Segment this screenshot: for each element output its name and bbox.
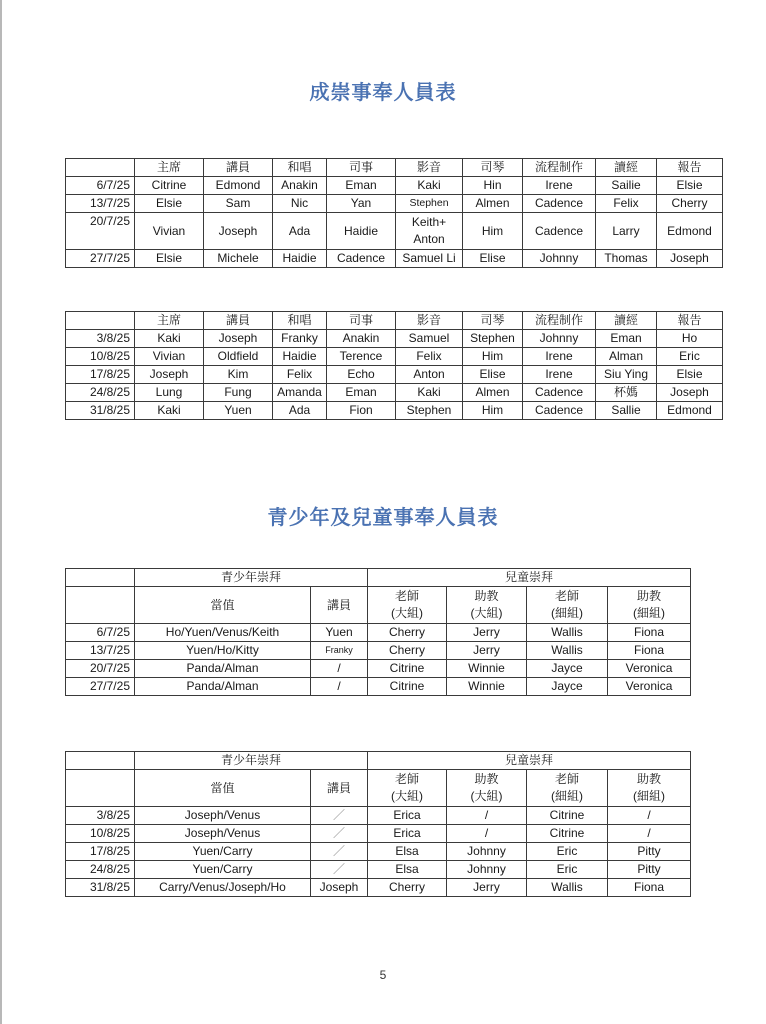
cell: ／	[311, 861, 368, 879]
cell: Wallis	[527, 624, 608, 642]
row-date: 13/7/25	[66, 195, 135, 213]
table-row	[66, 402, 723, 420]
cell: Amanda	[273, 384, 327, 402]
header-av: 影音	[396, 159, 463, 177]
header-speaker: 講員	[204, 312, 273, 330]
header-program: 流程制作	[523, 312, 596, 330]
cell: Johnny	[447, 861, 527, 879]
cell: Jerry	[447, 642, 527, 660]
cell: Cherry	[657, 195, 723, 213]
table-row	[66, 177, 723, 195]
cell: Ada	[273, 402, 327, 420]
cell: Elsa	[368, 861, 447, 879]
header-pianist: 司琴	[463, 159, 523, 177]
cell: Erica	[368, 807, 447, 825]
cell: Oldfield	[204, 348, 273, 366]
table-row	[66, 250, 723, 268]
cell: Yan	[327, 195, 396, 213]
cell: Felix	[273, 366, 327, 384]
adult-roster-title: 成崇事奉人員表	[309, 80, 457, 104]
adult-july-table	[65, 158, 723, 268]
cell: Stephen	[463, 330, 523, 348]
cell: Lung	[135, 384, 204, 402]
cell: Hin	[463, 177, 523, 195]
header-speaker: 講員	[204, 159, 273, 177]
cell: Pitty	[608, 843, 691, 861]
header-speaker: 講員	[311, 587, 368, 624]
cell: Haidie	[327, 213, 396, 250]
cell: Eman	[596, 330, 657, 348]
group-children-header: 兒童崇拜	[368, 752, 691, 770]
cell: Fiona	[608, 642, 691, 660]
row-date: 13/7/25	[66, 642, 135, 660]
cell: Echo	[327, 366, 396, 384]
cell: Fion	[327, 402, 396, 420]
cell: /	[608, 807, 691, 825]
header-pianist: 司琴	[463, 312, 523, 330]
cell: Yuen/Carry	[135, 861, 311, 879]
youth-july-table	[65, 568, 691, 696]
youth-august-table	[65, 751, 691, 897]
row-date: 27/7/25	[66, 250, 135, 268]
header-reading: 讀經	[596, 159, 657, 177]
cell: Joseph	[135, 366, 204, 384]
cell: Sam	[204, 195, 273, 213]
cell: Kim	[204, 366, 273, 384]
cell: Joseph/Venus	[135, 807, 311, 825]
cell: Kaki	[396, 177, 463, 195]
cell: Wallis	[527, 879, 608, 897]
cell: Irene	[523, 366, 596, 384]
header-duty: 當值	[135, 770, 311, 807]
header-teacher-big: 老師 (大組)	[368, 587, 447, 624]
cell: Jayce	[527, 660, 608, 678]
cell: Fung	[204, 384, 273, 402]
cell: Citrine	[527, 807, 608, 825]
cell: Citrine	[368, 678, 447, 696]
table-row	[66, 330, 723, 348]
header-assistant-small: 助教 (細組)	[608, 770, 691, 807]
header-announce: 報告	[657, 312, 723, 330]
cell: Larry	[596, 213, 657, 250]
cell: Citrine	[527, 825, 608, 843]
corner-cell	[66, 312, 135, 330]
cell: Eric	[527, 843, 608, 861]
cell: Anakin	[273, 177, 327, 195]
cell: /	[311, 678, 368, 696]
cell: Elsie	[657, 366, 723, 384]
header-usher: 司事	[327, 159, 396, 177]
corner-cell	[66, 770, 135, 807]
cell: Irene	[523, 177, 596, 195]
cell: Him	[463, 402, 523, 420]
table-row	[66, 624, 691, 642]
cell: Michele	[204, 250, 273, 268]
cell: Panda/Alman	[135, 660, 311, 678]
cell: Cadence	[523, 402, 596, 420]
cell: Johnny	[447, 843, 527, 861]
cell: Vivian	[135, 348, 204, 366]
header-row	[66, 159, 723, 177]
table-row	[66, 825, 691, 843]
cell: Thomas	[596, 250, 657, 268]
cell: Cherry	[368, 642, 447, 660]
cell: Him	[463, 348, 523, 366]
cell: Veronica	[608, 678, 691, 696]
header-chair: 主席	[135, 159, 204, 177]
cell: Edmond	[204, 177, 273, 195]
cell: Elsie	[135, 195, 204, 213]
row-date: 17/8/25	[66, 843, 135, 861]
page-number: 5	[379, 968, 387, 982]
row-date: 31/8/25	[66, 402, 135, 420]
cell: ／	[311, 825, 368, 843]
cell: Cadence	[327, 250, 396, 268]
cell: Almen	[463, 384, 523, 402]
table-row	[66, 807, 691, 825]
header-assistant-big: 助教 (大組)	[447, 587, 527, 624]
table-row	[66, 348, 723, 366]
cell: Erica	[368, 825, 447, 843]
cell: Anakin	[327, 330, 396, 348]
cell: Anton	[396, 366, 463, 384]
cell: Jerry	[447, 624, 527, 642]
cell: /	[447, 825, 527, 843]
header-row	[66, 312, 723, 330]
header-assistant-small: 助教 (細組)	[608, 587, 691, 624]
cell: Jerry	[447, 879, 527, 897]
cell: Johnny	[523, 330, 596, 348]
row-date: 24/8/25	[66, 384, 135, 402]
header-program: 流程制作	[523, 159, 596, 177]
cell: Samuel	[396, 330, 463, 348]
table-row	[66, 678, 691, 696]
adult-august-table	[65, 311, 723, 420]
cell: Edmond	[657, 402, 723, 420]
header-assistant-big: 助教 (大組)	[447, 770, 527, 807]
corner-cell	[66, 752, 135, 770]
header-chair: 主席	[135, 312, 204, 330]
cell: Eric	[527, 861, 608, 879]
header-usher: 司事	[327, 312, 396, 330]
row-date: 3/8/25	[66, 330, 135, 348]
row-date: 3/8/25	[66, 807, 135, 825]
header-teacher-small: 老師 (細組)	[527, 587, 608, 624]
cell: Ho	[657, 330, 723, 348]
cell: /	[447, 807, 527, 825]
cell: Fiona	[608, 879, 691, 897]
cell: Haidie	[273, 348, 327, 366]
cell: Fiona	[608, 624, 691, 642]
cell: Sallie	[596, 402, 657, 420]
cell: Joseph/Venus	[135, 825, 311, 843]
cell: Cherry	[368, 624, 447, 642]
cell: Cadence	[523, 195, 596, 213]
youth-roster-title: 青少年及兒童事奉人員表	[267, 505, 499, 529]
row-date: 31/8/25	[66, 879, 135, 897]
cell: Yuen	[311, 624, 368, 642]
cell: Elsie	[657, 177, 723, 195]
header-row	[66, 770, 691, 807]
cell: Panda/Alman	[135, 678, 311, 696]
cell: Yuen	[204, 402, 273, 420]
group-youth-header: 青少年崇拜	[135, 569, 368, 587]
cell: Winnie	[447, 678, 527, 696]
cell: Joseph	[204, 330, 273, 348]
cell: /	[311, 660, 368, 678]
row-date: 17/8/25	[66, 366, 135, 384]
cell: Eman	[327, 177, 396, 195]
cell: Elise	[463, 366, 523, 384]
cell: 杯媽	[596, 384, 657, 402]
header-duty: 當值	[135, 587, 311, 624]
cell: Him	[463, 213, 523, 250]
row-date: 24/8/25	[66, 861, 135, 879]
cell: Ada	[273, 213, 327, 250]
table-row	[66, 366, 723, 384]
header-announce: 報告	[657, 159, 723, 177]
cell: Almen	[463, 195, 523, 213]
cell: Elsie	[135, 250, 204, 268]
cell: Citrine	[135, 177, 204, 195]
cell: Kaki	[396, 384, 463, 402]
cell: Franky	[273, 330, 327, 348]
cell: Samuel Li	[396, 250, 463, 268]
cell: Winnie	[447, 660, 527, 678]
row-date: 20/7/25	[66, 213, 135, 250]
cell: Haidie	[273, 250, 327, 268]
header-teacher-big: 老師 (大組)	[368, 770, 447, 807]
table-row	[66, 642, 691, 660]
cell: Cadence	[523, 384, 596, 402]
table-row	[66, 195, 723, 213]
cell: ／	[311, 843, 368, 861]
row-date: 10/8/25	[66, 348, 135, 366]
cell: Felix	[396, 348, 463, 366]
cell: Wallis	[527, 642, 608, 660]
cell: Keith+ Anton	[396, 213, 463, 250]
group-children-header: 兒童崇拜	[368, 569, 691, 587]
cell: Kaki	[135, 402, 204, 420]
cell: Joseph	[311, 879, 368, 897]
cell: Alman	[596, 348, 657, 366]
cell: Cherry	[368, 879, 447, 897]
cell: Ho/Yuen/Venus/Keith	[135, 624, 311, 642]
header-teacher-small: 老師 (細組)	[527, 770, 608, 807]
cell: Joseph	[657, 384, 723, 402]
cell: Stephen	[396, 195, 463, 213]
cell: Pitty	[608, 861, 691, 879]
cell: Joseph	[657, 250, 723, 268]
cell: Elsa	[368, 843, 447, 861]
cell: Joseph	[204, 213, 273, 250]
cell: Terence	[327, 348, 396, 366]
cell: Yuen/Ho/Kitty	[135, 642, 311, 660]
cell: Kaki	[135, 330, 204, 348]
cell: Veronica	[608, 660, 691, 678]
cell: Jayce	[527, 678, 608, 696]
cell: Eric	[657, 348, 723, 366]
header-chorus: 和唱	[273, 159, 327, 177]
cell: Cadence	[523, 213, 596, 250]
row-date: 27/7/25	[66, 678, 135, 696]
table-row	[66, 843, 691, 861]
header-av: 影音	[396, 312, 463, 330]
cell: Carry/Venus/Joseph/Ho	[135, 879, 311, 897]
header-chorus: 和唱	[273, 312, 327, 330]
header-speaker: 講員	[311, 770, 368, 807]
cell: /	[608, 825, 691, 843]
group-header-row	[66, 752, 691, 770]
header-reading: 讀經	[596, 312, 657, 330]
cell: Franky	[311, 642, 368, 660]
group-header-row	[66, 569, 691, 587]
cell: Yuen/Carry	[135, 843, 311, 861]
cell: Eman	[327, 384, 396, 402]
cell: Elise	[463, 250, 523, 268]
cell: Edmond	[657, 213, 723, 250]
row-date: 6/7/25	[66, 177, 135, 195]
row-date: 10/8/25	[66, 825, 135, 843]
cell: Johnny	[523, 250, 596, 268]
table-row	[66, 213, 723, 250]
row-date: 6/7/25	[66, 624, 135, 642]
cell: Citrine	[368, 660, 447, 678]
corner-cell	[66, 159, 135, 177]
corner-cell	[66, 587, 135, 624]
table-row	[66, 384, 723, 402]
corner-cell	[66, 569, 135, 587]
cell: Vivian	[135, 213, 204, 250]
table-row	[66, 660, 691, 678]
cell: Nic	[273, 195, 327, 213]
row-date: 20/7/25	[66, 660, 135, 678]
cell: Sailie	[596, 177, 657, 195]
cell: Irene	[523, 348, 596, 366]
cell: ／	[311, 807, 368, 825]
group-youth-header: 青少年崇拜	[135, 752, 368, 770]
header-row	[66, 587, 691, 624]
cell: Stephen	[396, 402, 463, 420]
cell: Siu Ying	[596, 366, 657, 384]
cell: Felix	[596, 195, 657, 213]
table-row	[66, 861, 691, 879]
table-row	[66, 879, 691, 897]
